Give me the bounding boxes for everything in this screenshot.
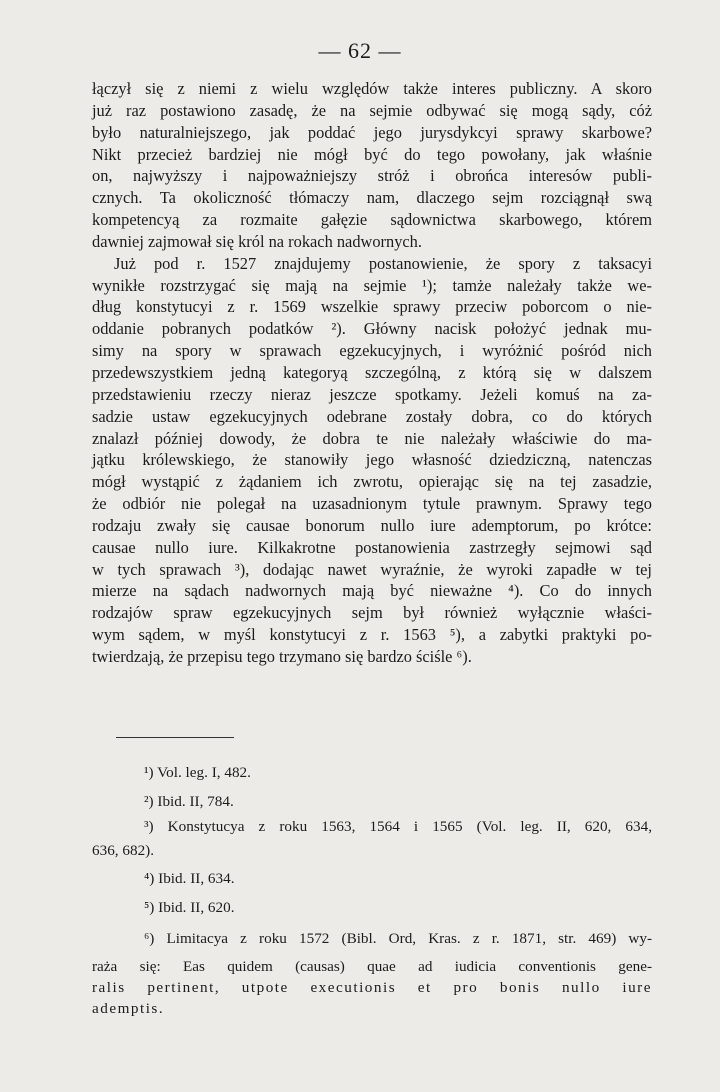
body-line: jątku królewskiego, że stanowiły jego własność dziedziczną, natenczas bbox=[92, 450, 652, 470]
footnote-2: ²) Ibid. II, 784. bbox=[144, 793, 234, 810]
body-line: dawniej zajmował się król na rokach nadwornych. bbox=[92, 231, 422, 251]
body-line: że odbiór nie polegał na uzasadnionym tytule prawnym. Sprawy tego bbox=[92, 494, 652, 514]
page-number: — 62 — bbox=[318, 38, 402, 63]
body-line: kompetencyą za rozmaite gałęzie sądownictwa skarbowego, którem bbox=[92, 210, 652, 230]
footnote-6-continuation: ademptis. bbox=[92, 1000, 165, 1017]
footnote-6-continuation: ralis pertinent, utpote executionis et pro bonis nullo iure bbox=[92, 979, 652, 996]
body-line: dług konstytucyi z r. 1569 wszelkie sprawy przeciw poborcom o nie- bbox=[92, 297, 652, 317]
body-line: było naturalniejszego, jak poddać jego jurysdykcyi sprawy skarbowe? bbox=[92, 122, 652, 142]
footnotes bbox=[92, 758, 652, 1019]
footnote-3-continuation: 636, 682). bbox=[92, 842, 155, 859]
body-line: on, najwyższy i najpoważniejszy stróż i obrońca interesów publi- bbox=[92, 166, 652, 186]
body-line: cznych. Ta okoliczność tłómaczy nam, dlaczego sejm rozciągnął swą bbox=[92, 188, 652, 208]
footnote-6: ⁶) Limitacya z roku 1572 (Bibl. Ord, Kras. z r. 1871, str. 469) wy- bbox=[144, 930, 652, 947]
body-line: wynikłe rozstrzygać się mają na sejmie ¹); tamże należały także we- bbox=[92, 275, 652, 295]
body-text bbox=[92, 78, 652, 668]
body-line: twierdzają, że przepisu tego trzymano się bardzo ściśle ⁶). bbox=[92, 646, 472, 666]
body-line: wym sądem, w myśl konstytucyi z r. 1563 ⁵), a zabytki praktyki po- bbox=[92, 625, 652, 645]
body-line: rodzajów spraw egzekucyjnych sejm był również wyłącznie właści- bbox=[92, 603, 652, 623]
footnote-4: ⁴) Ibid. II, 634. bbox=[144, 870, 235, 887]
body-line: oddanie pobranych podatków ²). Główny nacisk położyć jednak mu- bbox=[92, 319, 652, 339]
footnote-6-continuation: raża się: Eas quidem (causas) quae ad iudicia conventionis gene- bbox=[92, 958, 652, 975]
body-line: łączył się z niemi z wielu względów także interes publiczny. A skoro bbox=[92, 79, 652, 98]
body-line: Nikt przecież bardziej nie mógł być do tego powołany, jak właśnie bbox=[92, 144, 652, 164]
body-line: causae nullo iure. Kilkakrotne postanowienia zastrzegły sejmowi sąd bbox=[92, 537, 652, 557]
body-line: w tych sprawach ³), dodając nawet wyraźnie, że wyroki zapadłe w tej bbox=[92, 559, 652, 579]
body-line: przedewszystkiem jedną kategoryą szczególną, z którą się w dalszem bbox=[92, 362, 652, 382]
footnote-1: ¹) Vol. leg. I, 482. bbox=[144, 764, 251, 781]
footnote-divider bbox=[116, 737, 234, 738]
body-line: już raz postawiono zasadę, że na sejmie odbywać się mogą sądy, cóż bbox=[92, 100, 652, 120]
body-line: znalazł później dowody, że dobra te nie należały właściwie do ma- bbox=[92, 428, 652, 448]
body-line: sadzie ustaw egzekucyjnych odebrane zostały dobra, co do których bbox=[92, 406, 652, 426]
body-line: przedstawieniu rzeczy nieraz jeszcze spotkamy. Jeżeli komuś na za- bbox=[92, 384, 652, 404]
body-line: Już pod r. 1527 znajdujemy postanowienie, że spory z taksacyi bbox=[114, 253, 652, 273]
body-line: simy na spory w sprawach egzekucyjnych, i wyróżnić pośród nich bbox=[92, 341, 652, 361]
body-line: mógł wystąpić z żądaniem ich zwrotu, opierając się na tej zasadzie, bbox=[92, 472, 652, 492]
body-line: mierze na sądach nadwornych mają być nieważne ⁴). Co do innych bbox=[92, 581, 652, 601]
footnote-5: ⁵) Ibid. II, 620. bbox=[144, 899, 235, 916]
body-line: rodzaju zwały się causae bonorum nullo iure ademptorum, po krótce: bbox=[92, 515, 652, 535]
footnote-3: ³) Konstytucya z roku 1563, 1564 i 1565 (Vol. leg. II, 620, 634, bbox=[144, 818, 652, 835]
